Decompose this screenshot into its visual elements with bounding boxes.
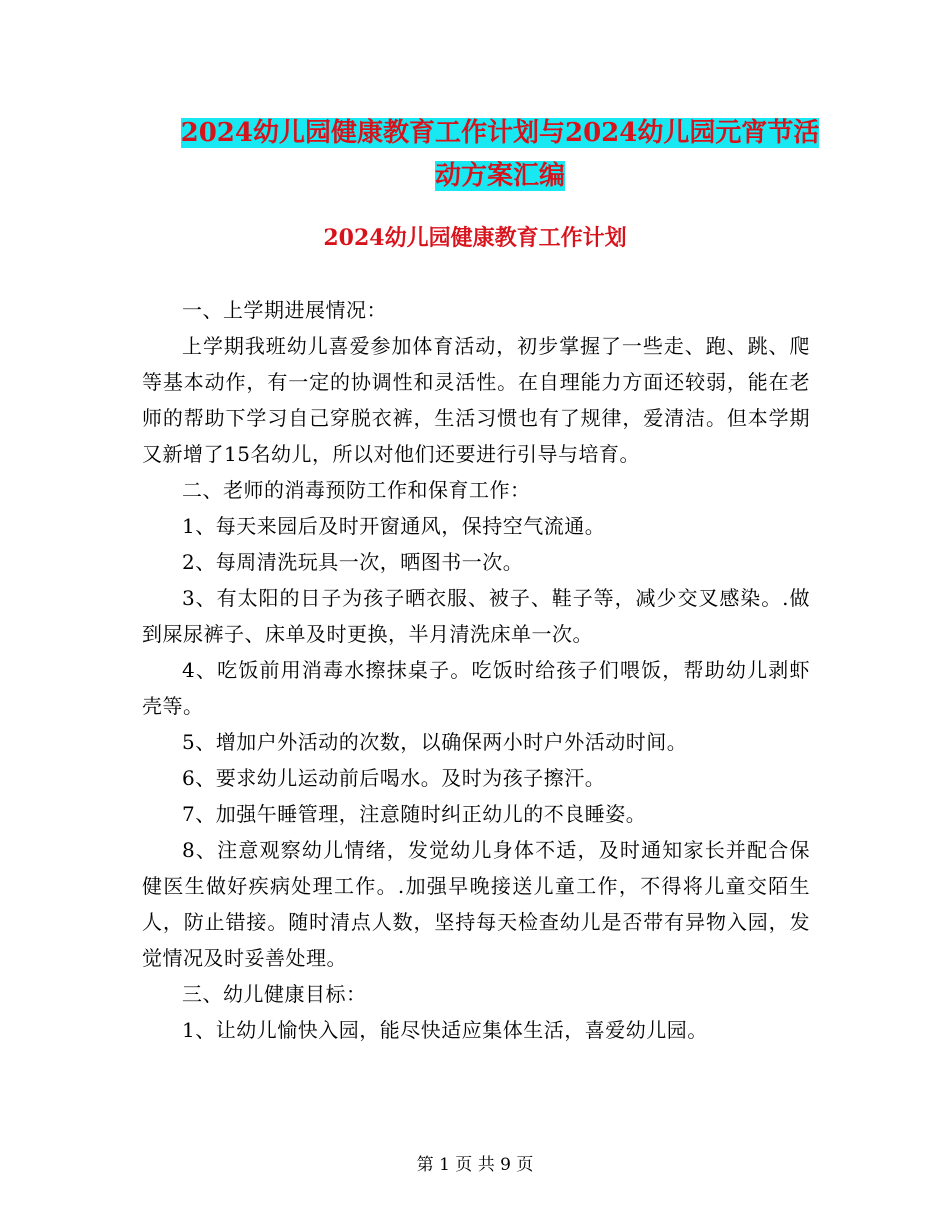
document-body [142, 292, 810, 1048]
paragraph: 1、每天来园后及时开窗通风，保持空气流通。 [182, 514, 606, 538]
paragraph: 3、有太阳的日子为孩子晒衣服、被子、鞋子等，减少交叉感染。.做到屎尿裤子、床单及时更换，半月清洗床单一次。 [142, 586, 810, 646]
document-title-line-1: 2024幼儿园健康教育工作计划与2024幼儿园元宵节活 [180, 118, 820, 148]
paragraph: 7、加强午睡管理，注意随时纠正幼儿的不良睡姿。 [182, 802, 647, 826]
paragraph: 二、老师的消毒预防工作和保育工作： [182, 478, 531, 502]
paragraph: 4、吃饭前用消毒水擦抹桌子。吃饭时给孩子们喂饭，帮助幼儿剥虾壳等。 [142, 658, 810, 718]
document-title-line-2: 动方案汇编 [434, 161, 565, 191]
paragraph: 5、增加户外活动的次数，以确保两小时户外活动时间。 [182, 730, 688, 754]
paragraph: 一、上学期进展情况： [182, 298, 387, 322]
document-title [140, 112, 860, 198]
page-footer: 第 1 页 共 9 页 [416, 1155, 534, 1175]
section-title: 2024幼儿园健康教育工作计划 [323, 225, 627, 251]
paragraph: 1、让幼儿愉快入园，能尽快适应集体生活，喜爱幼儿园。 [182, 1018, 708, 1042]
paragraph: 上学期我班幼儿喜爱参加体育活动，初步掌握了一些走、跑、跳、爬等基本动作，有一定的协调性和灵活性。在自理能力方面还较弱，能在老师的帮助下学习自己穿脱衣裤，生活习惯也有了规律，爱清洁。但本学期又新增了15名幼儿，所以对他们还要进行引导与培育。 [142, 334, 810, 466]
paragraph: 三、幼儿健康目标： [182, 982, 367, 1006]
paragraph: 8、注意观察幼儿情绪，发觉幼儿身体不适，及时通知家长并配合保健医生做好疾病处理工作。.加强早晚接送儿童工作，不得将儿童交陌生人，防止错接。随时清点人数，坚持每天检查幼儿是否带有异物入园，发觉情况及时妥善处理。 [142, 838, 810, 970]
paragraph: 6、要求幼儿运动前后喝水。及时为孩子擦汗。 [182, 766, 606, 790]
paragraph: 2、每周清洗玩具一次，晒图书一次。 [182, 550, 524, 574]
